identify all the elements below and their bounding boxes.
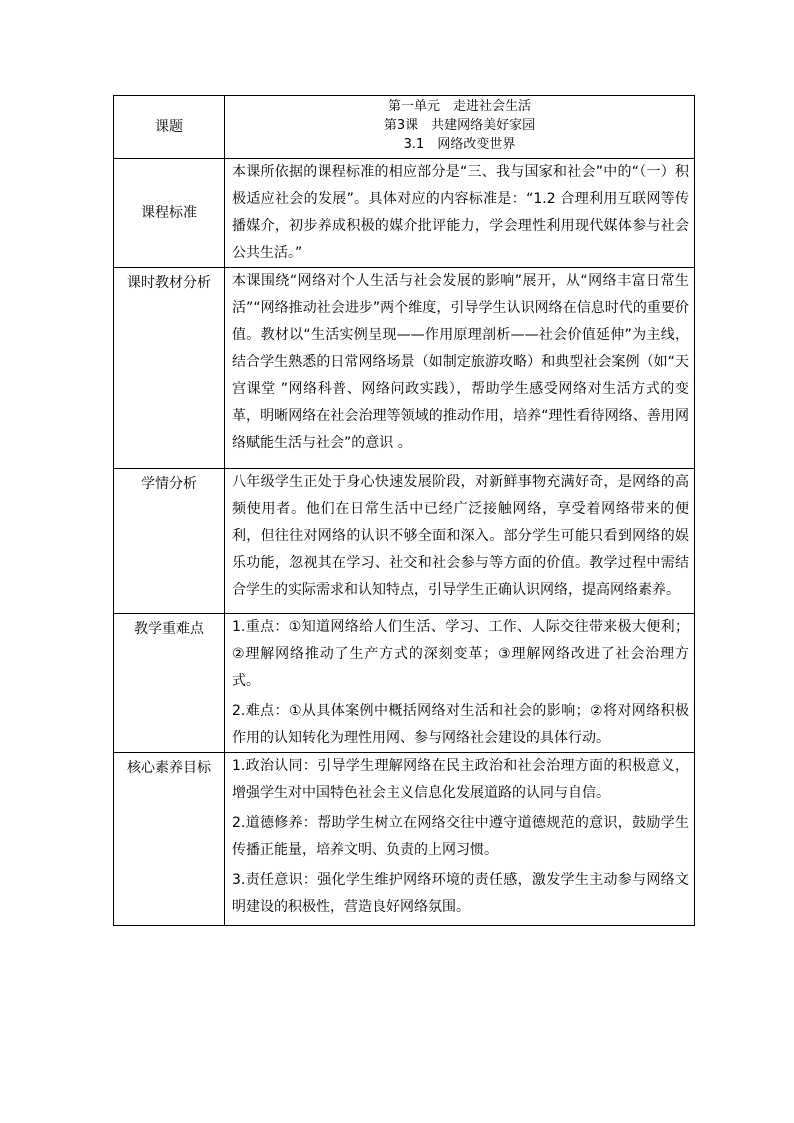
paragraph: 1.政治认同：引导学生理解网络在民主政治和社会治理方面的积极意义，增强学生对中国特色社会主义信息化发展道路的认同与自信。: [232, 758, 689, 801]
row-content-key-points: [225, 614, 695, 753]
row-content-student-analysis: [225, 469, 695, 614]
row-label-curriculum-standard: 课程标准: [114, 159, 225, 268]
paragraph: 2.难点：①从具体案例中概括网络对生活和社会的影响；②将对网络积极作用的认知转化为理性用网、参与网络社会建设的具体行动。: [232, 703, 689, 746]
row-content-textbook-analysis: [225, 268, 695, 469]
table-row: [114, 614, 695, 753]
row-content-curriculum-standard: [225, 159, 695, 268]
paragraph: 2.道德修养：帮助学生树立在网络交往中遵守道德规范的意识，鼓励学生传播正能量，培养文明、负责的上网习惯。: [232, 815, 689, 858]
lesson-title-cell: [225, 96, 695, 159]
table-row: [114, 268, 695, 469]
table-row: [114, 753, 695, 926]
row-label-textbook-analysis: 课时教材分析: [114, 268, 225, 469]
table-row: [114, 469, 695, 614]
row-content-core-literacy: [225, 753, 695, 926]
paragraph: 本课所依据的课程标准的相应部分是“三、我与国家和社会”中的“（一）积极适应社会的发展”。具体对应的内容标准是：“1.2 合理利用互联网等传播媒介，初步养成积极的媒介批评能力，学会理性利用现代媒体参与社会公共生活。”: [232, 164, 689, 261]
paragraph: 八年级学生正处于身心快速发展阶段，对新鲜事物充满好奇，是网络的高频使用者。他们在日常生活中已经广泛接触网络，享受着网络带来的便利，但往往对网络的认识不够全面和深入。部分学生可能只看到网络的娱乐功能，忽视其在学习、社交和社会参与等方面的价值。教学过程中需结合学生的实际需求和认知特点，引导学生正确认识网络，提高网络素养。: [232, 474, 689, 598]
table-row-title: [114, 96, 695, 159]
row-label-key-points: 教学重难点: [114, 614, 225, 753]
table-row: [114, 159, 695, 268]
paragraph: 3.责任意识：强化学生维护网络环境的责任感，激发学生主动参与网络文明建设的积极性，营造良好网络氛围。: [232, 872, 689, 915]
row-label-title: 课题: [114, 96, 225, 159]
lesson-title: 第3课 共建网络美好家园: [383, 118, 536, 133]
section-title: 3.1 网络改变世界: [403, 137, 516, 152]
row-label-core-literacy: 核心素养目标: [114, 753, 225, 926]
paragraph: 本课围绕“网络对个人生活与社会发展的影响”展开，从“网络丰富日常生活”“网络推动社会进步”两个维度，引导学生认识网络在信息时代的重要价值。教材以“生活实例呈现——作用原理剖析——社会价值延伸”为主线，结合学生熟悉的日常网络场景（如制定旅游攻略）和典型社会案例（如“天宫课堂 ”网络科普、网络问政实践），帮助学生感受网络对生活方式的变革，明晰网络在社会治理等领域的推动作用，培养“理性看待网络、善用网络赋能生活与社会”的意识 。: [232, 273, 689, 451]
unit-title: 第一单元 走进社会生活: [387, 99, 531, 114]
lesson-plan-table: [113, 95, 695, 926]
paragraph: 1.重点：①知道网络给人们生活、学习、工作、人际交往带来极大便利；②理解网络推动了生产方式的深刻变革；③理解网络改进了社会治理方式。: [232, 619, 689, 689]
row-label-student-analysis: 学情分析: [114, 469, 225, 614]
